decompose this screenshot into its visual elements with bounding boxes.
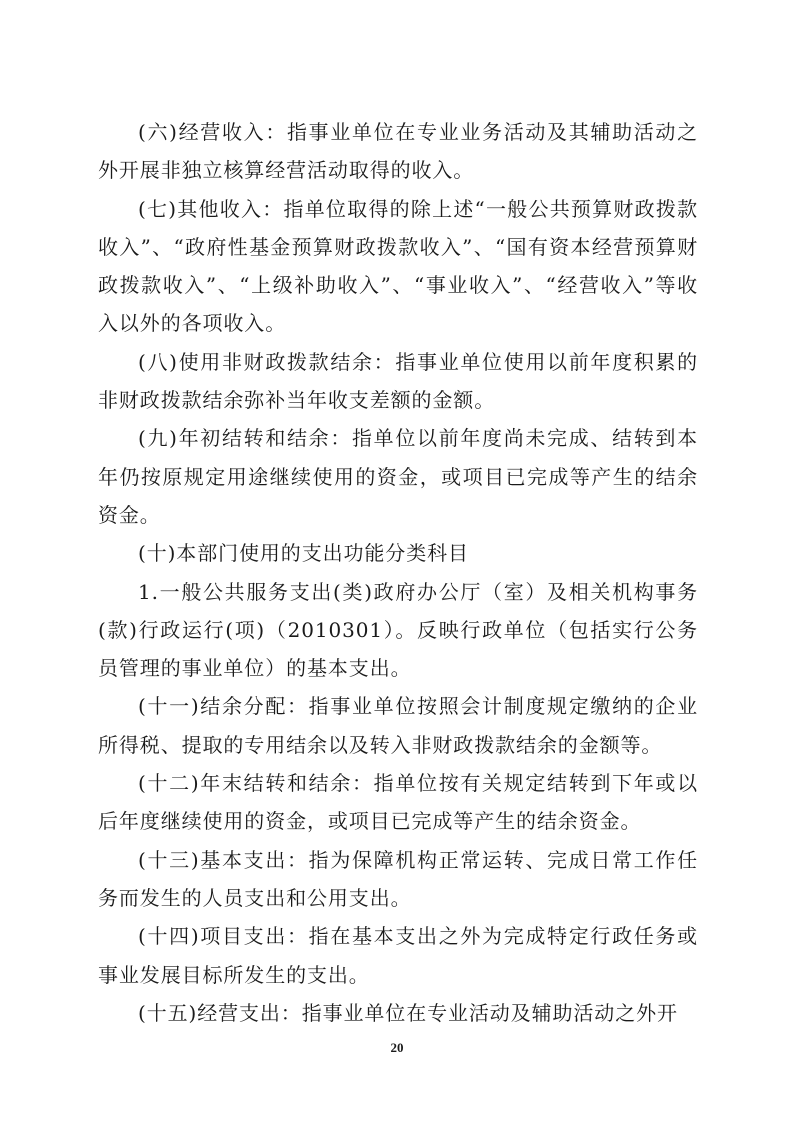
- paragraph-closing-carryover: (十二)年末结转和结余：指单位按有关规定结转到下年或以后年度继续使用的资金，或项目已完成等产生的结余资金。: [98, 771, 698, 834]
- paragraph-operating-expenditure: (十五)经营支出：指事业单位在专业活动及辅助活动之外开: [138, 1000, 678, 1025]
- paragraph-expenditure-classification: (十)本部门使用的支出功能分类科目: [138, 541, 469, 566]
- paragraph-surplus-distribution: (十一)结余分配：指事业单位按照会计制度规定缴纳的企业所得税、提取的专用结余以及转入非财政拨款结余的金额等。: [98, 694, 698, 757]
- paragraph-non-fiscal-surplus-use: (八)使用非财政拨款结余：指事业单位使用以前年度积累的非财政拨款结余弥补当年收支差额的金额。: [98, 349, 698, 413]
- paragraph-opening-carryover: (九)年初结转和结余：指单位以前年度尚未完成、结转到本年仍按原规定用途继续使用的资金，或项目已完成等产生的结余资金。: [98, 426, 698, 527]
- paragraph-general-public-services: 1.一般公共服务支出(类)政府办公厅（室）及相关机构事务(款)行政运行(项)（2010301）。反映行政单位（包括实行公务员管理的事业单位）的基本支出。: [98, 579, 698, 681]
- page-number: 20: [390, 1040, 404, 1055]
- paragraph-operating-income: (六)经营收入：指事业单位在专业业务活动及其辅助活动之外开展非独立核算经营活动取得的收入。: [98, 120, 698, 183]
- paragraph-project-expenditure: (十四)项目支出：指在基本支出之外为完成特定行政任务或事业发展目标所发生的支出。: [98, 924, 698, 987]
- paragraph-other-income: (七)其他收入：指单位取得的除上述“一般公共预算财政拨款收入”、“政府性基金预算财政拨款收入”、“国有资本经营预算财政拨款收入”、“上级补助收入”、“事业收入”、“经营收入”等收入以外的各项收入。: [98, 196, 698, 336]
- body-text: [98, 113, 698, 1032]
- paragraph-basic-expenditure: (十三)基本支出：指为保障机构正常运转、完成日常工作任务而发生的人员支出和公用支出。: [98, 847, 698, 910]
